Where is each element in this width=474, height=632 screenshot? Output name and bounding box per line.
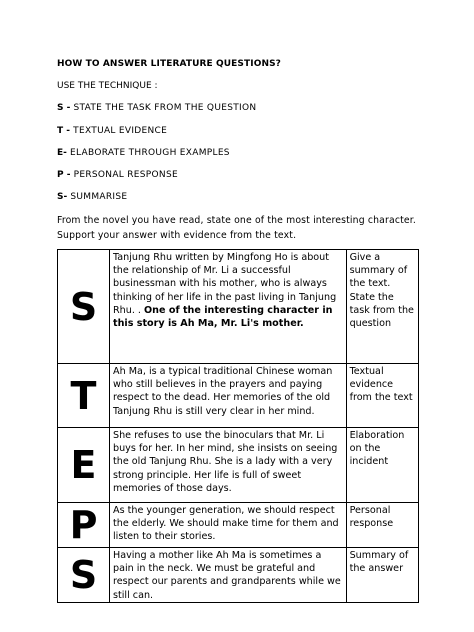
step-letter: S bbox=[58, 548, 110, 603]
technique-text: SUMMARISE bbox=[67, 192, 128, 202]
step-letter: P bbox=[58, 503, 110, 548]
table-row bbox=[58, 548, 419, 603]
step-note: Personal response bbox=[346, 503, 418, 548]
technique-intro: USE THE TECHNIQUE : bbox=[57, 81, 158, 91]
table-row bbox=[58, 503, 419, 548]
technique-text: TEXTUAL EVIDENCE bbox=[70, 126, 168, 136]
table-row bbox=[58, 250, 419, 364]
technique-item-s bbox=[57, 103, 256, 113]
technique-item-p bbox=[57, 170, 178, 180]
technique-item-t bbox=[57, 126, 167, 136]
step-answer: As the younger generation, we should respect the elderly. We should make time for them and listen to their stories. bbox=[110, 503, 347, 548]
technique-item-e bbox=[57, 148, 230, 158]
step-answer: She refuses to use the binoculars that Mr. Li buys for her. In her mind, she insists on seeing the old Tanjung Rhu. She is a lady with a very strong principle. Her life is full of sweet memories of those days. bbox=[110, 428, 347, 503]
steps-table bbox=[57, 249, 419, 603]
technique-key: S- bbox=[57, 192, 68, 202]
step-letter: E bbox=[58, 428, 110, 503]
step-note: Give a summary of the text. State the task from the question bbox=[346, 250, 418, 364]
step-note: Elaboration on the incident bbox=[346, 428, 418, 503]
table-row bbox=[58, 428, 419, 503]
technique-text: PERSONAL RESPONSE bbox=[70, 170, 178, 180]
technique-item-s2 bbox=[57, 192, 127, 202]
step-letter: S bbox=[58, 250, 110, 364]
technique-key: E- bbox=[57, 148, 67, 158]
document-title: HOW TO ANSWER LITERATURE QUESTIONS? bbox=[57, 59, 281, 69]
technique-key: S - bbox=[57, 103, 71, 113]
technique-key: P - bbox=[57, 170, 71, 180]
step-note: Summary of the answer bbox=[346, 548, 418, 603]
answer-emphasis: One of the interesting character in this story is Ah Ma, Mr. Li's mother. bbox=[113, 304, 333, 330]
step-note: Textual evidence from the text bbox=[346, 364, 418, 428]
step-answer bbox=[110, 250, 347, 364]
step-answer: Having a mother like Ah Ma is sometimes a pain in the neck. We must be grateful and respect our parents and grandparents while we still can. bbox=[110, 548, 347, 603]
technique-text: STATE THE TASK FROM THE QUESTION bbox=[70, 103, 257, 113]
technique-text: ELABORATE THROUGH EXAMPLES bbox=[66, 148, 230, 158]
answer-text: Tanjung Rhu written by Mingfong Ho is about the relationship of Mr. Li a successful businessman with his mother, who is always thinking of her life in the past living in Tanjung Rhu. . bbox=[113, 252, 337, 316]
step-answer: Ah Ma, is a typical traditional Chinese woman who still believes in the prayers and paying respect to the dead. Her memories of the old Tanjung Rhu is still very clear in her mind. bbox=[110, 364, 347, 428]
step-letter: T bbox=[58, 364, 110, 428]
technique-key: T - bbox=[57, 126, 71, 136]
table-row bbox=[58, 364, 419, 428]
question-prompt: From the novel you have read, state one of the most interesting character. Support your answer with evidence from the text. bbox=[57, 215, 416, 241]
